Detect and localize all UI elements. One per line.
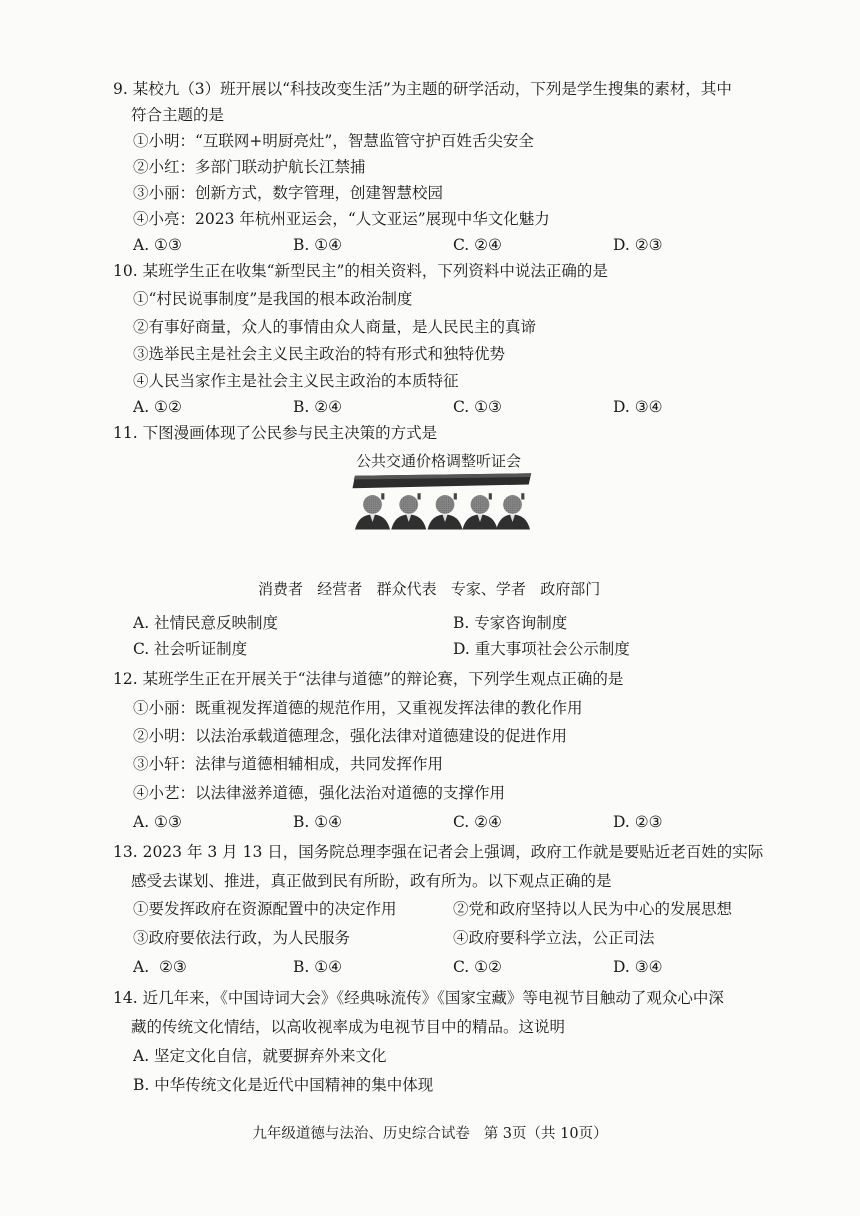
q10-stem: 10. 某班学生正在收集“新型民主”的相关资料，下列资料中说法正确的是 [113, 262, 608, 280]
q14-option-b: B. 中华传统文化是近代中国精神的集中体现 [133, 1076, 434, 1094]
q10-item-3: ③选举民主是社会主义民主政治的特有形式和独特优势 [133, 345, 506, 363]
q10-item-1: ①“村民说事制度”是我国的根本政治制度 [133, 290, 413, 308]
q13-option-c: C. ①② [453, 958, 502, 976]
q11-option-c: C. 社会听证制度 [133, 640, 248, 658]
q13-stem-line2: 感受去谋划、推进，真正做到民有所盼，政有所为。以下观点正确的是 [131, 872, 612, 890]
q9-option-a: A. ①③ [133, 236, 182, 254]
q13-items-row1 [133, 898, 733, 920]
q9-option-b: B. ①④ [293, 236, 343, 254]
figure-expert [463, 493, 498, 529]
q9-option-d: D. ②③ [613, 236, 663, 254]
q13-option-b: B. ①④ [293, 958, 343, 976]
q12-item-2: ②小明：以法治承载道德理念，强化法律对道德建设的促进作用 [133, 727, 568, 745]
q14-stem-line1: 14. 近几年来，《中国诗词大会》《经典咏流传》《国家宝藏》等电视节目触动了观众心中深 [113, 989, 724, 1007]
q13-item-1: ①要发挥政府在资源配置中的决定作用 [133, 900, 397, 918]
hearing-cartoon [290, 472, 590, 572]
cartoon-title: 公共交通价格调整听证会 [356, 452, 522, 470]
q11-stem: 11. 下图漫画体现了公民参与民主决策的方式是 [113, 424, 438, 442]
q9-item-1: ①小明：“互联网+明厨亮灶”，智慧监管守护百姓舌尖安全 [133, 132, 534, 150]
q9-stem-line1: 9. 某校九（3）班开展以“科技改变生活”为主题的研学活动，下列是学生搜集的素材，其中 [113, 80, 732, 98]
figure-consumer [355, 493, 390, 529]
q10-item-2: ②有事好商量，众人的事情由众人商量，是人民民主的真谛 [133, 318, 537, 336]
q12-options [133, 811, 693, 833]
cartoon-caption: 消费者 经营者 群众代表 专家、学者 政府部门 [258, 580, 601, 598]
q10-option-a: A. ①② [133, 398, 182, 416]
q11-options-row2 [133, 638, 693, 660]
q14-option-a: A. 坚定文化自信，就要摒弃外来文化 [133, 1047, 387, 1065]
q9-item-2: ②小红：多部门联动护航长江禁捕 [133, 158, 366, 176]
q12-stem: 12. 某班学生正在开展关于“法律与道德”的辩论赛，下列学生观点正确的是 [113, 670, 624, 688]
q13-item-2: ②党和政府坚持以人民为中心的发展思想 [453, 900, 733, 918]
q11-option-d: D. 重大事项社会公示制度 [453, 640, 630, 658]
q13-item-4: ④政府要科学立法，公正司法 [453, 929, 655, 947]
q13-option-a: A. ②③ [133, 958, 187, 976]
figure-operator [391, 493, 426, 529]
q13-items-row2 [133, 927, 693, 949]
q9-item-4: ④小亮：2023 年杭州亚运会，“人文亚运”展现中华文化魅力 [133, 210, 550, 228]
q13-options [133, 956, 693, 978]
page-footer: 九年级道德与法治、历史综合试卷 第 3页（共 10页） [252, 1126, 608, 1142]
q12-item-1: ①小丽：既重视发挥道德的规范作用，又重视发挥法律的教化作用 [133, 699, 583, 717]
q14-stem-line2: 藏的传统文化情结，以高收视率成为电视节目中的精品。这说明 [131, 1018, 566, 1036]
q13-item-3: ③政府要依法行政，为人民服务 [133, 929, 351, 947]
q12-option-a: A. ①③ [133, 813, 182, 831]
q11-option-a: A. 社情民意反映制度 [133, 614, 279, 632]
q11-option-b: B. 专家咨询制度 [453, 614, 568, 632]
q12-option-b: B. ①④ [293, 813, 343, 831]
q13-option-d: D. ③④ [613, 958, 663, 976]
figure-government [496, 493, 530, 529]
q10-option-c: C. ①③ [453, 398, 502, 416]
q12-option-c: C. ②④ [453, 813, 502, 831]
q10-item-4: ④人民当家作主是社会主义民主政治的本质特征 [133, 372, 459, 390]
q9-item-3: ③小丽：创新方式，数字管理，创建智慧校园 [133, 184, 444, 202]
q10-options [133, 396, 693, 418]
q12-option-d: D. ②③ [613, 813, 663, 831]
q13-stem-line1: 13. 2023 年 3 月 13 日，国务院总理李强在记者会上强调，政府工作就是要贴近老百姓的实际 [113, 843, 764, 861]
q9-options [133, 234, 693, 256]
q11-options-row1 [133, 612, 693, 634]
q9-option-c: C. ②④ [453, 236, 502, 254]
figure-public-representative [428, 493, 463, 529]
q10-option-d: D. ③④ [613, 398, 663, 416]
q10-option-b: B. ②④ [293, 398, 343, 416]
q12-item-4: ④小艺：以法律滋养道德，强化法治对道德的支撑作用 [133, 784, 506, 802]
q9-stem-line2: 符合主题的是 [131, 106, 225, 124]
q12-item-3: ③小轩：法律与道德相辅相成，共同发挥作用 [133, 755, 444, 773]
